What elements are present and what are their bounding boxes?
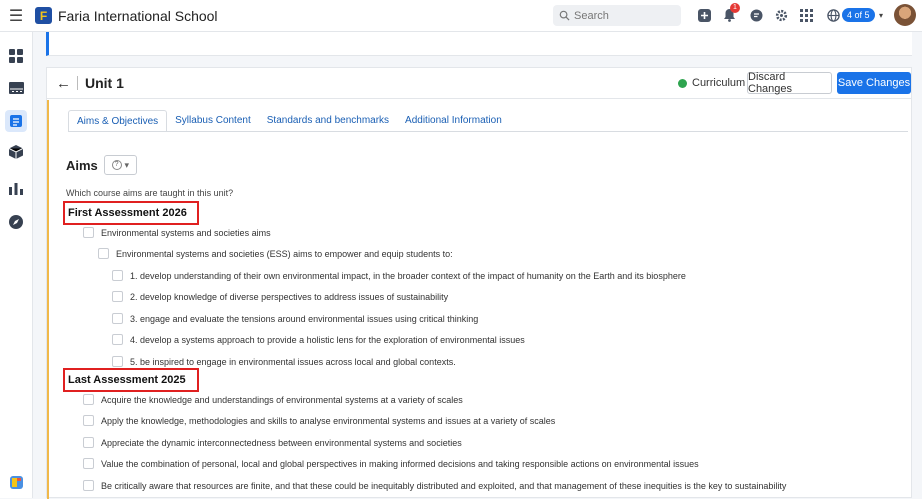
apps-grid-icon[interactable]	[799, 8, 813, 22]
faria-logo-icon[interactable]	[8, 474, 24, 490]
list-item-label: Be critically aware that resources are finite, and that these could be inequitably distributed and exploited, and that management of these inequities is the key to sustainability	[101, 480, 787, 491]
page-title: Unit 1	[85, 75, 124, 91]
checkbox[interactable]	[112, 356, 123, 367]
list-item-label: 5. be inspired to engage in environmental issues across local and global contexts.	[130, 356, 456, 367]
dashboard-icon[interactable]	[8, 48, 24, 64]
checkbox[interactable]	[112, 291, 123, 302]
checkbox[interactable]	[112, 334, 123, 345]
previous-card	[46, 32, 912, 56]
chevron-down-icon: ▾	[124, 159, 130, 170]
list-item[interactable]	[83, 437, 462, 448]
sidebar	[0, 32, 33, 498]
search-placeholder: Search	[574, 9, 609, 22]
checkbox[interactable]	[98, 248, 109, 259]
check-circle-icon	[678, 79, 687, 88]
unit-card	[46, 67, 912, 498]
aims-question: Which course aims are taught in this unit?	[66, 188, 234, 198]
list-item[interactable]	[83, 458, 699, 469]
checkbox[interactable]	[83, 458, 94, 469]
add-icon[interactable]	[697, 8, 711, 22]
list-item-label: 3. engage and evaluate the tensions around environmental issues using critical thinking	[130, 313, 479, 324]
list-item-label: Acquire the knowledge and understandings of environmental systems at a variety of scales	[101, 394, 463, 405]
divider	[77, 76, 78, 90]
aims-heading	[66, 155, 137, 175]
tab-aims-objectives[interactable]: Aims & Objectives	[68, 110, 167, 132]
list-item[interactable]	[83, 480, 786, 491]
list-item-label: 4. develop a systems approach to provide a holistic lens for the exploration of environmental issues	[130, 334, 525, 345]
curriculum-label: Curriculum	[692, 77, 746, 89]
list-item[interactable]	[83, 227, 271, 238]
search-input[interactable]	[553, 5, 681, 26]
tab-bar	[68, 110, 510, 132]
schedule-icon[interactable]	[8, 80, 24, 96]
list-item[interactable]	[83, 394, 463, 405]
list-item[interactable]	[112, 270, 686, 281]
list-item-label: Apply the knowledge, methodologies and skills to analyse environmental systems and issues at a variety of scales	[101, 415, 556, 426]
discard-changes-button[interactable]: Discard Changes	[747, 72, 832, 94]
tab-additional-information[interactable]: Additional Information	[405, 115, 502, 126]
avatar[interactable]	[894, 4, 916, 26]
tab-underline	[68, 131, 908, 132]
school-switcher-pill[interactable]: 4 of 5	[842, 8, 875, 22]
compass-icon[interactable]	[8, 214, 24, 230]
checkbox[interactable]	[83, 227, 94, 238]
search-icon	[559, 10, 570, 21]
globe-icon[interactable]	[826, 8, 840, 22]
list-item-label: Environmental systems and societies (ESS) aims to empower and equip students to:	[116, 248, 453, 259]
list-item[interactable]	[83, 415, 555, 426]
aims-heading-text: Aims	[66, 157, 98, 173]
checkbox[interactable]	[83, 415, 94, 426]
menu-icon[interactable]: ☰	[8, 7, 24, 25]
checkbox[interactable]	[83, 437, 94, 448]
notification-badge: 1	[730, 3, 740, 13]
save-changes-button[interactable]: Save Changes	[837, 72, 911, 94]
tab-syllabus-content[interactable]: Syllabus Content	[175, 115, 251, 126]
list-item[interactable]	[112, 356, 456, 367]
checkbox[interactable]	[83, 480, 94, 491]
checkbox[interactable]	[112, 313, 123, 324]
list-item-label: 1. develop understanding of their own environmental impact, in the broader context of the impact of humanity on the Earth and its biosphere	[130, 270, 686, 281]
back-arrow-icon[interactable]: ←	[56, 74, 71, 92]
checkbox[interactable]	[83, 394, 94, 405]
curriculum-icon[interactable]	[5, 110, 27, 132]
first-assessment-heading: First Assessment 2026	[68, 207, 187, 219]
help-dropdown[interactable]	[104, 155, 137, 175]
settings-gear-icon[interactable]	[774, 8, 788, 22]
chevron-down-icon[interactable]: ▾	[878, 10, 883, 20]
chat-icon[interactable]	[749, 8, 763, 22]
list-item-label: Appreciate the dynamic interconnectedness between environmental systems and societies	[101, 437, 462, 448]
list-item[interactable]	[112, 334, 525, 345]
school-logo[interactable]: F	[35, 7, 52, 24]
list-item-label: Environmental systems and societies aims	[101, 227, 271, 238]
list-item[interactable]	[112, 291, 448, 302]
top-bar	[0, 0, 922, 32]
package-icon[interactable]	[8, 144, 24, 160]
last-assessment-heading: Last Assessment 2025	[68, 374, 186, 386]
help-icon: ?	[112, 160, 122, 170]
school-name[interactable]: Faria International School	[58, 7, 218, 24]
checkbox[interactable]	[112, 270, 123, 281]
list-item-label: Value the combination of personal, local and global perspectives in making informed decisions and taking responsible actions on environmental issues	[101, 458, 699, 469]
list-item-label: 2. develop knowledge of diverse perspectives to address issues of sustainability	[130, 291, 449, 302]
list-item[interactable]	[112, 313, 478, 324]
list-item[interactable]	[98, 248, 453, 259]
curriculum-status[interactable]	[678, 77, 745, 89]
analytics-icon[interactable]	[8, 180, 24, 196]
unit-header	[47, 68, 911, 99]
unit-body	[47, 100, 911, 499]
tab-standards-benchmarks[interactable]: Standards and benchmarks	[266, 115, 390, 126]
